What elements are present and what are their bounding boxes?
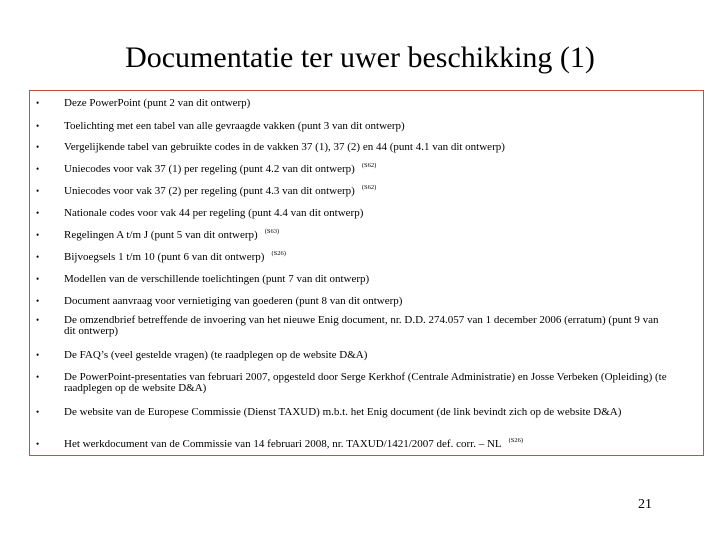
list-item [30, 252, 670, 263]
bullet-icon: • [36, 186, 40, 196]
list-item [30, 98, 670, 109]
list-item-label: De FAQ’s (veel gestelde vragen) (te raadplegen op de website D&A) [64, 349, 368, 361]
list-item-label: Toelichting met een tabel van alle gevraagde vakken (punt 3 van dit ontwerp) [64, 120, 405, 132]
bullet-icon: • [36, 142, 40, 152]
list-item-text [64, 407, 670, 418]
list-item-label: Nationale codes voor vak 44 per regeling (punt 4.4 van dit ontwerp) [64, 207, 364, 219]
bullet-icon: • [36, 407, 40, 417]
list-item-label: De website van de Europese Commissie (Dienst TAXUD) m.b.t. het Enig document (de link bevindt zich op de website D&A) [64, 406, 622, 418]
content-box [29, 90, 704, 456]
list-item-label: Bijvoegsels 1 t/m 10 (punt 6 van dit ontwerp) [64, 251, 265, 263]
slide-title: Documentatie ter uwer beschikking (1) [125, 41, 595, 74]
list-item [30, 372, 670, 394]
list-item-label: De PowerPoint-presentaties van februari 2007, opgesteld door Serge Kerkhof (Centrale Administratie) en Josse Verbeken (Opleiding) (te raadplegen op de website D&A) [64, 371, 667, 394]
list-item-text [64, 164, 670, 175]
list-item [30, 121, 670, 132]
list-item-text [64, 186, 670, 197]
list-item-text [64, 296, 670, 307]
list-item-text [64, 142, 670, 153]
list-item [30, 315, 670, 337]
bullet-icon: • [36, 230, 40, 240]
list-item-text [64, 274, 670, 285]
list-item-text [64, 350, 670, 361]
list-item [30, 186, 670, 197]
bullet-icon: • [36, 274, 40, 284]
bullet-icon: • [36, 164, 40, 174]
slide-reference: (S62) [361, 162, 377, 169]
slide-reference: (S26) [271, 250, 286, 257]
list-item-text [64, 315, 670, 337]
list-item-text [64, 208, 670, 219]
list-item-text [64, 98, 670, 109]
list-item [30, 350, 670, 361]
list-item [30, 296, 670, 307]
bullet-icon: • [36, 439, 40, 449]
slide-reference: (S62) [361, 184, 377, 191]
list-item [30, 208, 670, 219]
bullet-icon: • [36, 350, 40, 360]
list-item-label: Uniecodes voor vak 37 (1) per regeling (punt 4.2 van dit ontwerp) [64, 163, 355, 175]
list-item-text [64, 252, 670, 263]
bullet-icon: • [36, 121, 40, 131]
bullet-icon: • [36, 98, 40, 108]
list-item-label: Deze PowerPoint (punt 2 van dit ontwerp) [64, 97, 251, 109]
list-item [30, 274, 670, 285]
list-item [30, 142, 670, 153]
list-item [30, 230, 670, 241]
bullet-icon: • [36, 252, 40, 262]
list-item-label: De omzendbrief betreffende de invoering van het nieuwe Enig document, nr. D.D. 274.057 van 1 december 2006 (erratum) (punt 9 van dit ontwerp) [64, 314, 659, 337]
bullet-icon: • [36, 315, 40, 325]
bullet-icon: • [36, 208, 40, 218]
list-item-label: Modellen van de verschillende toelichtingen (punt 7 van dit ontwerp) [64, 273, 370, 285]
list-item-text [64, 439, 670, 450]
slide-reference: (S26) [508, 437, 524, 444]
list-item-label: Het werkdocument van de Commissie van 14 februari 2008, nr. TAXUD/1421/2007 def. corr. – NL [64, 438, 502, 450]
list-item-label: Document aanvraag voor vernietiging van goederen (punt 8 van dit ontwerp) [64, 295, 403, 307]
list-item-text [64, 372, 670, 394]
list-item-text [64, 121, 670, 132]
page-number: 21 [638, 497, 652, 512]
slide-reference: (S63) [264, 228, 280, 235]
list-item [30, 439, 670, 450]
list-item [30, 164, 670, 175]
list-item-label: Vergelijkende tabel van gebruikte codes in de vakken 37 (1), 37 (2) en 44 (punt 4.1 van dit ontwerp) [64, 141, 505, 153]
bullet-icon: • [36, 296, 40, 306]
list-item-label: Regelingen A t/m J (punt 5 van dit ontwerp) [64, 229, 258, 241]
list-item [30, 407, 670, 418]
list-item-text [64, 230, 670, 241]
list-item-label: Uniecodes voor vak 37 (2) per regeling (punt 4.3 van dit ontwerp) [64, 185, 355, 197]
bullet-icon: • [36, 372, 40, 382]
